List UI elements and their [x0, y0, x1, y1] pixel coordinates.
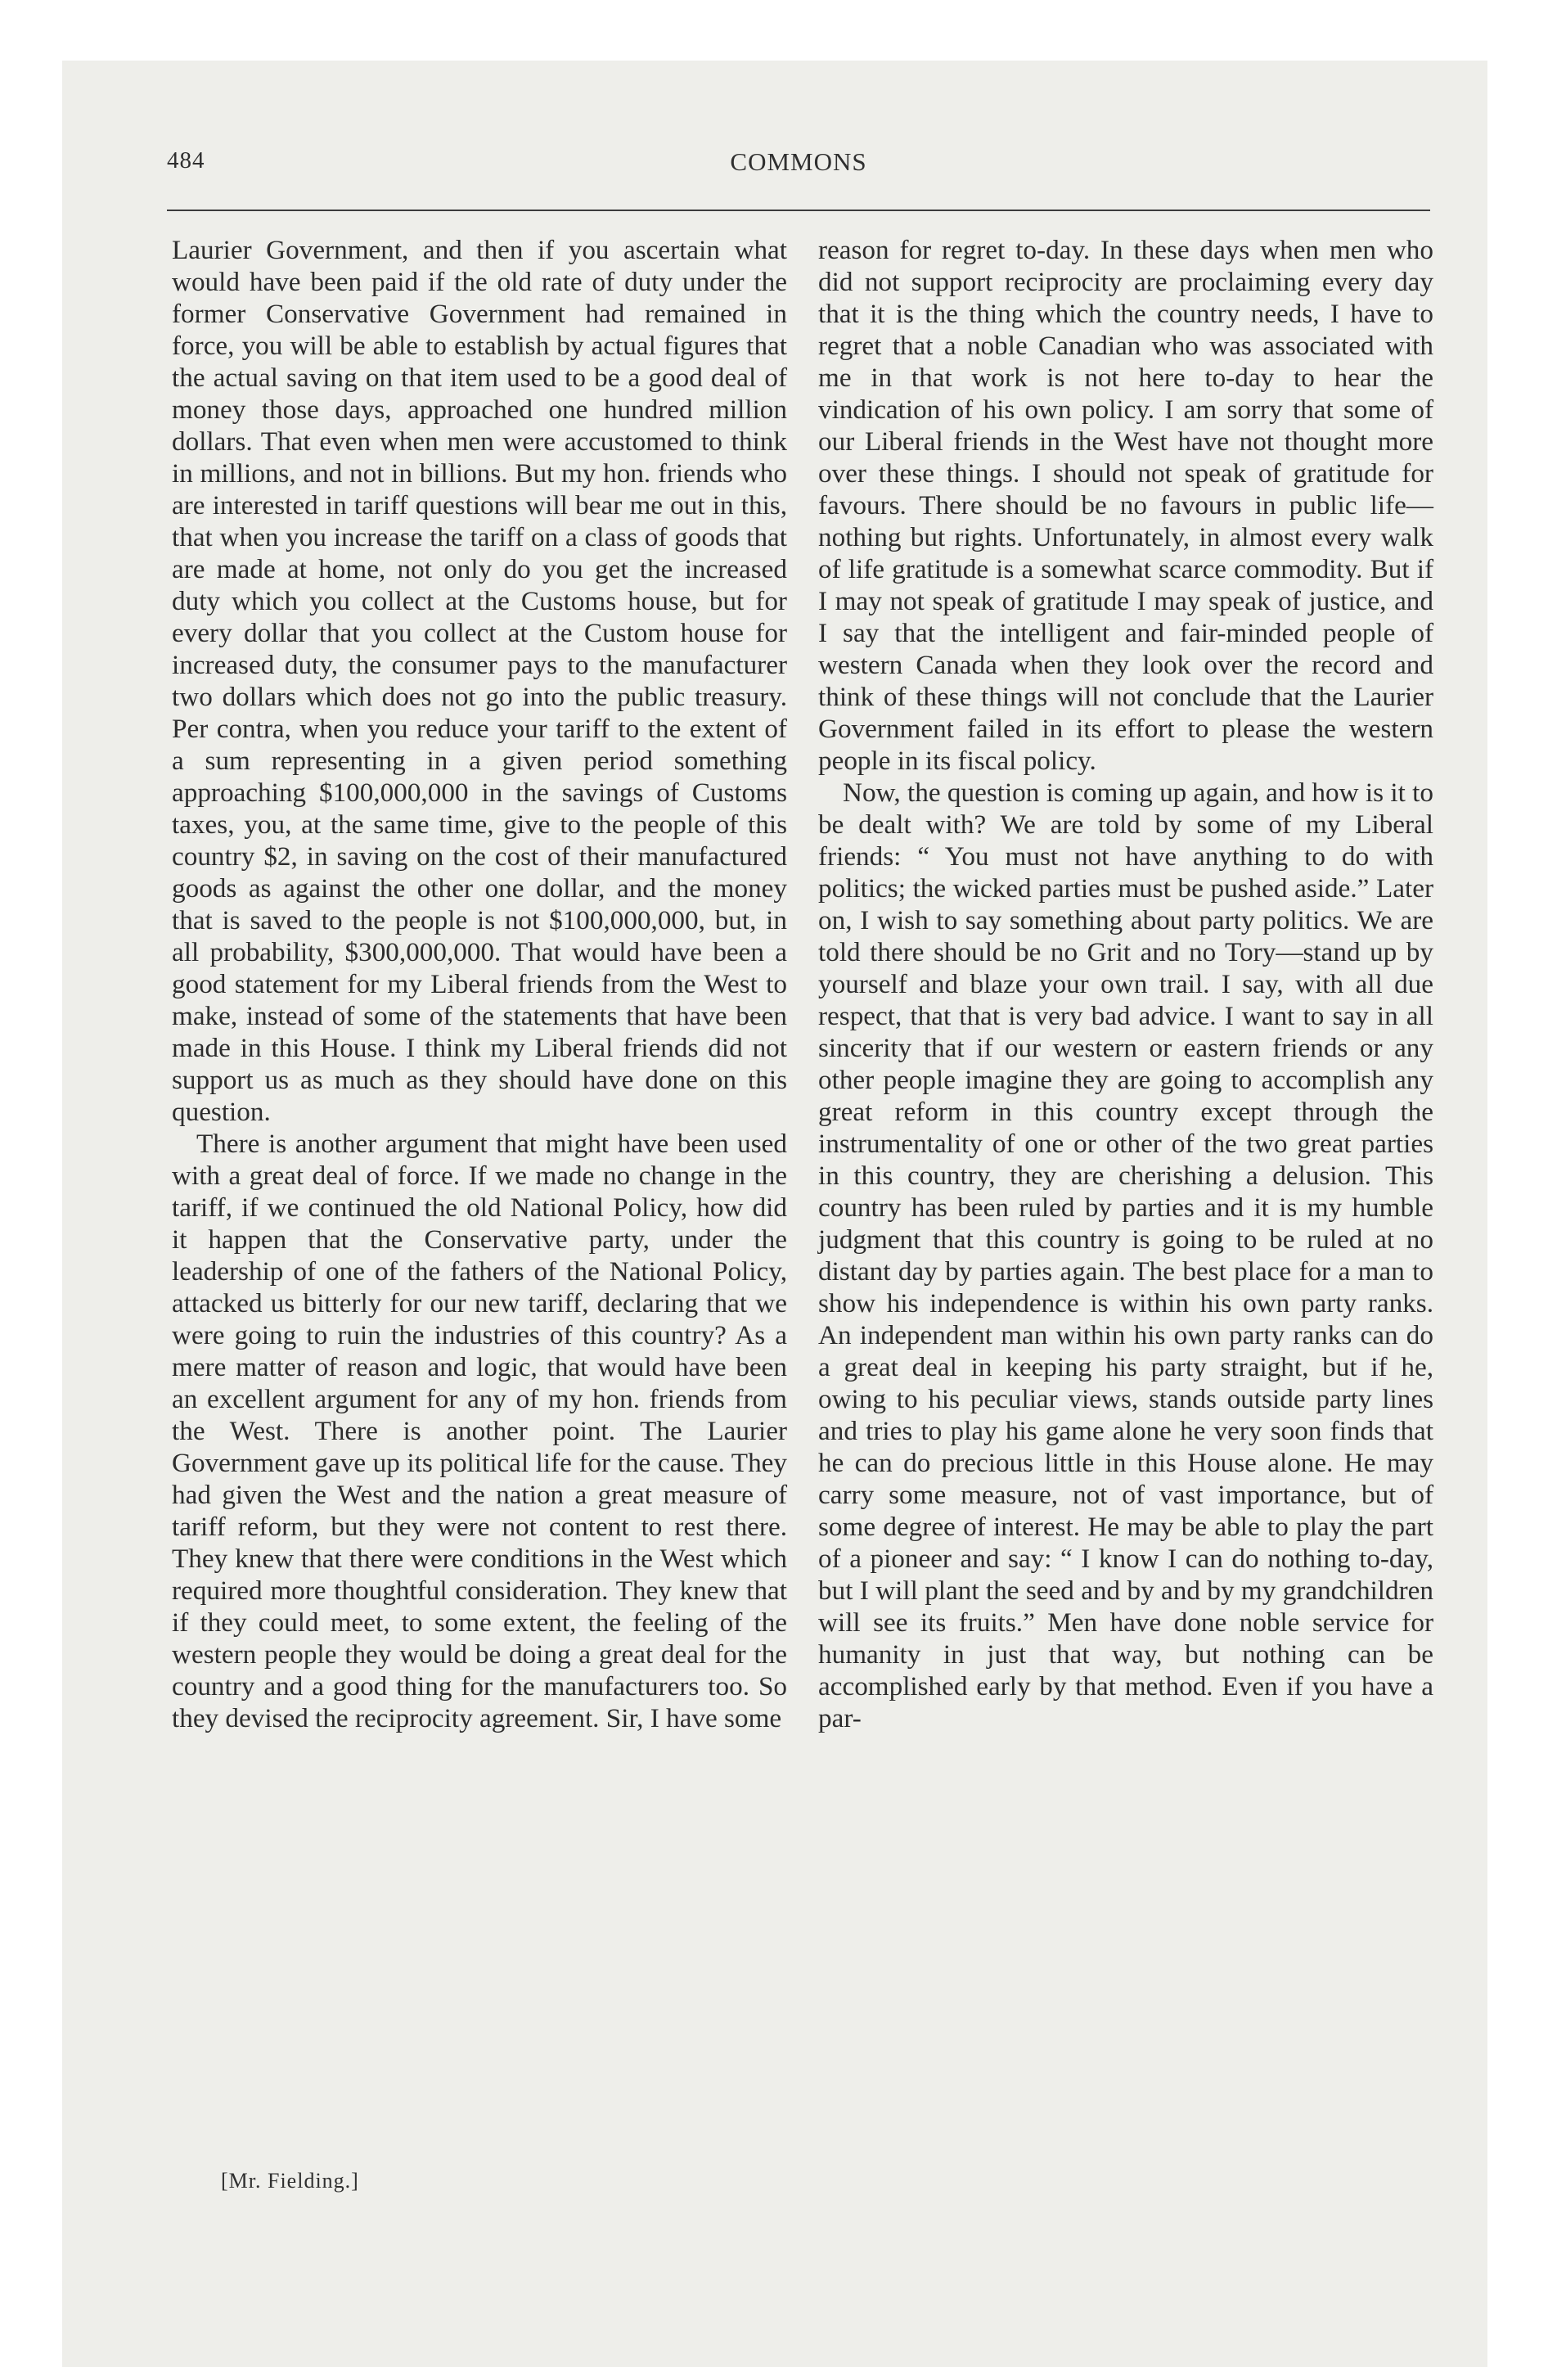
left-paragraph-2: There is another argument that might have been used with a great deal of force. If we made no change in the tariff, if we continued the old National Policy, how did it happen that the Conservative party, under the leadership of one of the fathers of the National Policy, attacked us bitterly for our new tariff, declaring that we were going to ruin the industries of this country? As a mere matter of reason and logic, that would have been an excellent argument for any of my hon. friends from the West. There is another point. The Laurier Government gave up its political life for the cause. They had given the West and the nation a great measure of tariff reform, but they were not content to rest there. They knew that there were conditions in the West which required more thoughtful consideration. They knew that if they could meet, to some extent, the feeling of the western people they would be doing a great deal for the country and a good thing for the manufacturers too. So they devised the reciprocity agreement. Sir, I have some — [172, 1129, 787, 1733]
right-column — [818, 234, 1433, 1734]
speaker-note: [Mr. Fielding.] — [221, 2169, 359, 2193]
left-column — [172, 234, 787, 1734]
header-rule — [167, 210, 1430, 211]
page-number: 484 — [167, 147, 205, 174]
left-paragraph-1: Laurier Government, and then if you ascertain what would have been paid if the old rate of duty under the former Conservative Government had remained in force, you will be able to establish by actual figures that the actual saving on that item used to be a good deal of money those days, approached one hundred million dollars. That even when men were accustomed to think in millions, and not in billions. But my hon. friends who are interested in tariff questions will bear me out in this, that when you increase the tariff on a class of goods that are made at home, not only do you get the increased duty which you collect at the Customs house, but for every dollar that you collect at the Custom house for increased duty, the consumer pays to the manufacturer two dollars which does not go into the public treasury. Per contra, when you reduce your tariff to the extent of a sum representing in a given period something approaching $100,000,000 in the savings of Customs taxes, you, at the same time, give to the people of this country $2, in saving on the cost of their manufactured goods as against the other one dollar, and the money that is saved to the people is not $100,000,000, but, in all probability, $300,000,000. That would have been a good statement for my Liberal friends from the West to make, instead of some of the statements that have been made in this House. I think my Liberal friends did not support us as much as they should have done on this question. — [172, 235, 787, 1127]
right-paragraph-1: reason for regret to-day. In these days when men who did not support reciprocity are proclaiming every day that it is the thing which the country needs, I have to regret that a noble Canadian who was associated with me in that work is not here to-day to hear the vindication of his own policy. I am sorry that some of our Liberal friends in the West have not thought more over these things. I should not speak of gratitude for favours. There should be no favours in public life—nothing but rights. Unfortunately, in almost every walk of life gratitude is a somewhat scarce commodity. But if I may not speak of gratitude I may speak of justice, and I say that the intelligent and fair-minded people of western Canada when they look over the record and think of these things will not conclude that the Laurier Government failed in its effort to please the western people in its fiscal policy. — [818, 235, 1433, 776]
page-header — [167, 147, 1430, 188]
right-paragraph-2: Now, the question is coming up again, and how is it to be dealt with? We are told by some of my Liberal friends: “ You must not have anything to do with politics; the wicked parties must be pushed aside.” Later on, I wish to say something about party politics. We are told there should be no Grit and no Tory—stand up by yourself and blaze your own trail. I say, with all due respect, that that is very bad advice. I want to say in all sincerity that if our western or eastern friends or any other people imagine they are going to accomplish any great reform in this country except through the instrumentality of one or other of the two great parties in this country, they are cherishing a delusion. This country has been ruled by parties and it is my humble judgment that this country is going to be ruled at no distant day by parties again. The best place for a man to show his independence is within his own party ranks. An independent man within his own party ranks can do a great deal in keeping his party straight, but if he, owing to his peculiar views, stands outside party lines and tries to play his game alone he very soon finds that he can do precious little in this House alone. He may carry some measure, not of vast importance, but of some degree of interest. He may be able to play the part of a pioneer and say: “ I know I can do nothing to-day, but I will plant the seed and by and by my grandchildren will see its fruits.” Men have done noble service for humanity in just that way, but nothing can be accomplished early by that method. Even if you have a par- — [818, 778, 1433, 1733]
running-head: COMMONS — [730, 147, 867, 176]
